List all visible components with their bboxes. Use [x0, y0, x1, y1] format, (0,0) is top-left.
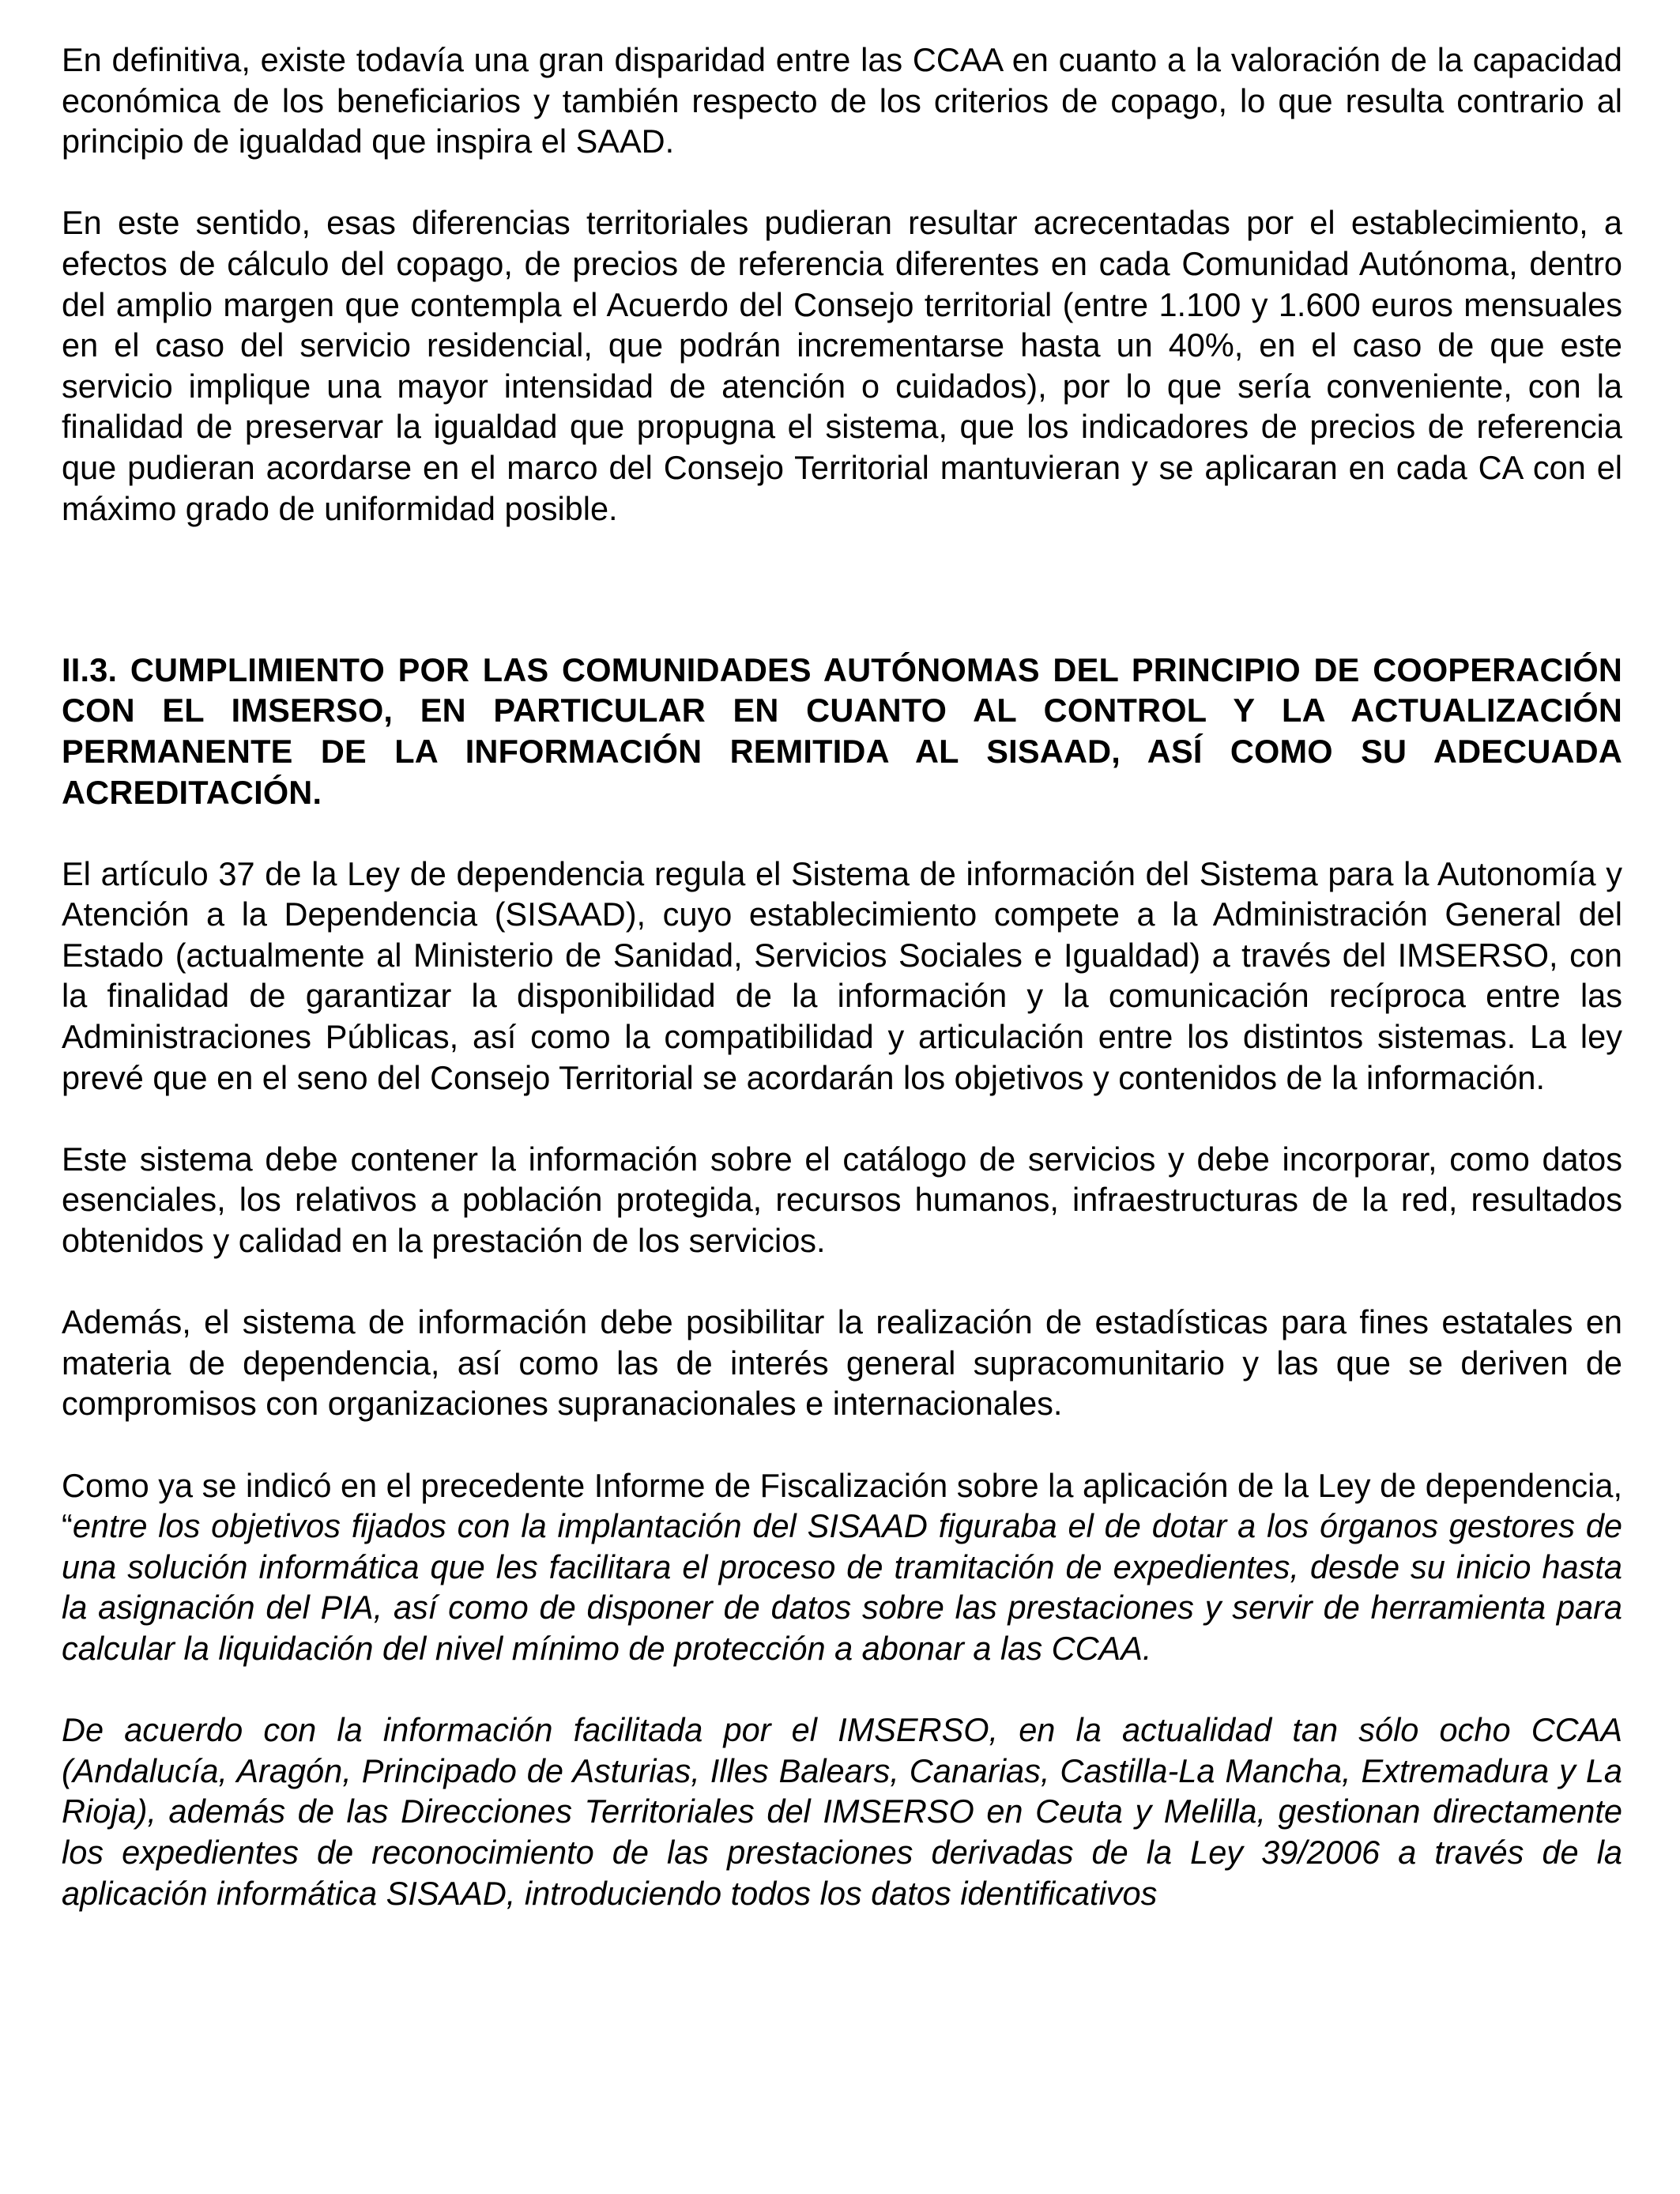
section-spacer — [62, 570, 1622, 650]
paragraph-system-content: Este sistema debe contener la información sobre el catálogo de servicios y debe incorporar, como datos esenciales, los relativos a población protegida, recursos humanos, infraestructuras de la red, resultados obtenidos y calidad en la prestación de los servicios. — [62, 1140, 1622, 1260]
quote-intro: Como ya se indicó en el precedente Informe de Fiscalización sobre la aplicación de la Ley de dependencia, “ — [62, 1466, 1622, 1545]
document-page — [62, 40, 1622, 1955]
paragraph-imserso-info: De acuerdo con la información facilitada por el IMSERSO, en la actualidad tan sólo ocho CCAA (Andalucía, Aragón, Principado de Asturias, Illes Balears, Canarias, Castilla-La Mancha, Extremadura y La Rioja), además de las Direcciones Territoriales del IMSERSO en Ceuta y Melilla, gestionan directamente los expedientes de reconocimiento de las prestaciones derivadas de la Ley 39/2006 a través de la aplicación informática SISAAD, introduciendo todos los datos identificativos — [62, 1711, 1622, 1912]
paragraph-article-37: El artículo 37 de la Ley de dependencia regula el Sistema de información del Sistema para la Autonomía y Atención a la Dependencia (SISAAD), cuyo establecimiento compete a la Administración General del Estado (actualmente al Ministerio de Sanidad, Servicios Sociales e Igualdad) a través del IMSERSO, con la finalidad de garantizar la disponibilidad de la información y la comunicación recíproca entre las Administraciones Públicas, así como la compatibilidad y articulación entre los distintos sistemas. La ley prevé que en el seno del Consejo Territorial se acordarán los objetivos y contenidos de la información. — [62, 854, 1622, 1096]
paragraph-statistics: Además, el sistema de información debe posibilitar la realización de estadísticas para fines estatales en materia de dependencia, así como las de interés general supracomunitario y las que se deriven de compromisos con organizaciones supranacionales e internacionales. — [62, 1303, 1622, 1423]
paragraph-previous-report — [62, 1465, 1622, 1669]
quote-italic: entre los objetivos fijados con la implantación del SISAAD figuraba el de dotar a los órganos gestores de una solución informática que les facilitara el proceso de tramitación de expedientes, desde su inicio hasta la asignación del PIA, así como de disponer de datos sobre las prestaciones y servir de herramienta para calcular la liquidación del nivel mínimo de protección a abonar a las CCAA. — [62, 1507, 1622, 1667]
paragraph-territorial-differences: En este sentido, esas diferencias territoriales pudieran resultar acrecentadas por el establecimiento, a efectos de cálculo del copago, de precios de referencia diferentes en cada Comunidad Autónoma, dentro del amplio margen que contempla el Acuerdo del Consejo territorial (entre 1.100 y 1.600 euros mensuales en el caso del servicio residencial, que podrán incrementarse hasta un 40%, en el caso de que este servicio implique una mayor intensidad de atención o cuidados), por lo que sería conveniente, con la finalidad de preservar la igualdad que propugna el sistema, que los indicadores de precios de referencia que pudieran acordarse en el marco del Consejo Territorial mantuvieran y se aplicaran en cada CA con el máximo grado de uniformidad posible. — [62, 204, 1622, 527]
section-heading: II.3. CUMPLIMIENTO POR LAS COMUNIDADES AUTÓNOMAS DEL PRINCIPIO DE COOPERACIÓN CON EL IMSERSO, EN PARTICULAR EN CUANTO AL CONTROL Y LA ACTUALIZACIÓN PERMANENTE DE LA INFORMACIÓN REMITIDA AL SISAAD, ASÍ COMO SU ADECUADA ACREDITACIÓN. — [62, 650, 1622, 811]
paragraph-disparity: En definitiva, existe todavía una gran disparidad entre las CCAA en cuanto a la valoración de la capacidad económica de los beneficiarios y también respecto de los criterios de copago, lo que resulta contrario al principio de igualdad que inspira el SAAD. — [62, 41, 1622, 160]
